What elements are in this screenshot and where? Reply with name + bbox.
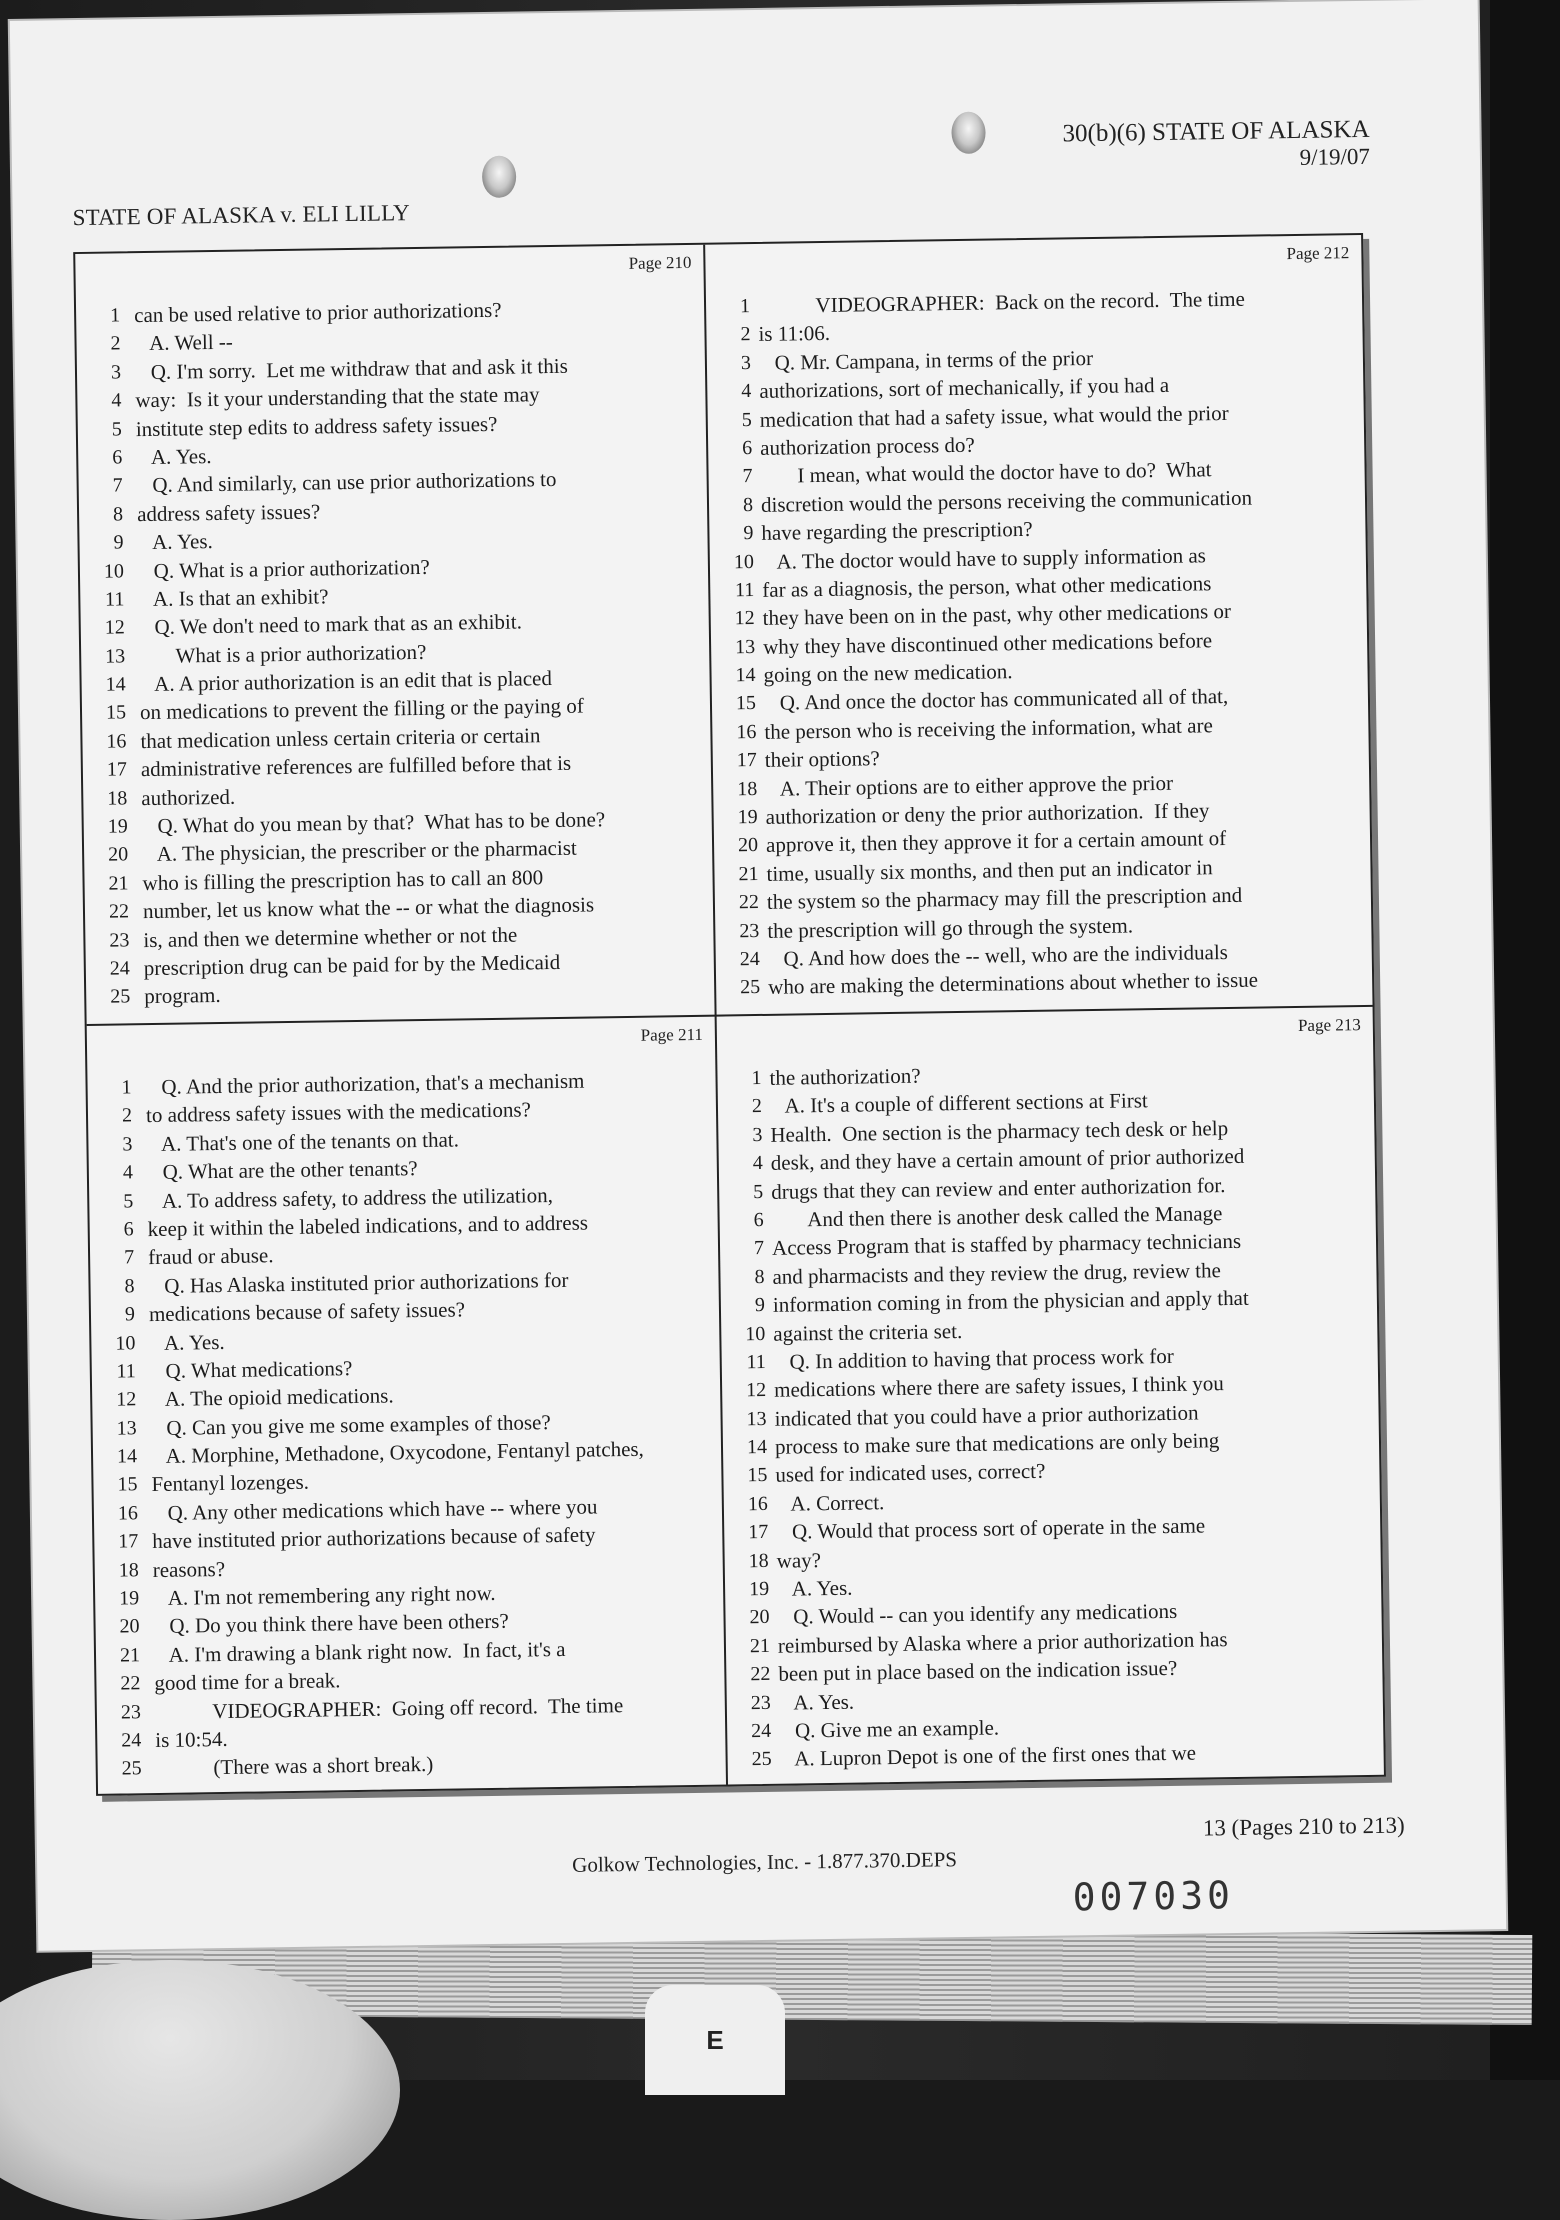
line-number: 1 <box>109 304 121 327</box>
line-number: 11 <box>746 1350 766 1374</box>
line-number: 3 <box>752 1123 763 1146</box>
line-number: 10 <box>115 1331 136 1355</box>
line-text: Q. I'm sorry. Let me withdraw that and ask it this <box>134 353 568 384</box>
line-number: 14 <box>746 1435 768 1459</box>
line-number: 13 <box>116 1416 137 1440</box>
line-text: institute step edits to address safety issues? <box>135 411 498 441</box>
line-number: 1 <box>739 295 751 318</box>
transcript-lines <box>87 1065 725 1784</box>
line-number: 15 <box>117 1473 138 1497</box>
line-text: authorization process do? <box>760 432 975 460</box>
line-text: Q. In addition to having that process work for <box>773 1343 1174 1374</box>
line-number: 22 <box>750 1663 771 1686</box>
line-number: 7 <box>112 474 123 497</box>
line-number: 2 <box>740 323 751 346</box>
line-text: the prescription will go through the system. <box>767 913 1134 943</box>
line-number: 16 <box>106 730 127 753</box>
line-number: 20 <box>737 834 759 857</box>
line-number: 7 <box>742 465 753 488</box>
line-number: 11 <box>734 578 755 602</box>
line-number: 3 <box>122 1133 133 1156</box>
line-number: 8 <box>112 503 124 526</box>
line-number: 21 <box>749 1634 771 1658</box>
line-text: keep it within the labeled indications, and to address <box>147 1210 589 1242</box>
line-number: 18 <box>118 1558 139 1582</box>
line-number: 23 <box>750 1691 771 1714</box>
line-text: reasons? <box>152 1556 226 1582</box>
line-text: information coming in from the physician and apply that <box>772 1285 1249 1317</box>
line-number: 13 <box>746 1407 767 1430</box>
line-text: administrative references are fulfilled before that is <box>140 751 572 782</box>
header-right <box>1062 116 1370 175</box>
line-number: 13 <box>734 635 756 658</box>
line-text: A. I'm not remembering any right now. <box>152 1580 496 1611</box>
line-text: indicated that you could have a prior authorization <box>774 1400 1199 1431</box>
line-text: Q. And how does the -- well, who are the individuals <box>767 940 1229 971</box>
line-text: have regarding the prescription? <box>761 517 1033 546</box>
line-number: 24 <box>121 1729 142 1752</box>
line-text: Q. What medications? <box>149 1355 353 1383</box>
line-text: A. Their options are to either approve the prior <box>765 770 1174 801</box>
line-number: 25 <box>121 1757 142 1780</box>
transcript-lines <box>76 293 714 1012</box>
line-number: 9 <box>754 1294 766 1317</box>
line-text: prescription drug can be paid for by the Medicaid <box>143 949 561 981</box>
line-text: A. Yes. <box>776 1575 853 1601</box>
line-text: and pharmacists and they review the drug, review the <box>772 1257 1222 1289</box>
line-text: to address safety issues with the medications? <box>145 1097 532 1128</box>
line-number: 9 <box>743 522 754 545</box>
line-text: Access Program that is staffed by pharmacy technicians <box>771 1229 1242 1261</box>
transcript-lines <box>717 1055 1383 1774</box>
line-number: 25 <box>740 976 761 999</box>
line-number: 22 <box>120 1672 141 1695</box>
line-number: 23 <box>120 1700 142 1724</box>
line-number: 4 <box>741 380 752 403</box>
line-text: been put in place based on the indication issue? <box>778 1656 1178 1686</box>
line-number: 9 <box>113 531 124 554</box>
line-number: 19 <box>119 1587 140 1610</box>
line-text: A. The physician, the prescriber or the pharmacist <box>141 836 577 867</box>
punch-hole-right <box>951 112 986 154</box>
line-number: 20 <box>749 1606 770 1629</box>
line-text: medications where there are safety issues, I think you <box>773 1371 1224 1403</box>
line-number: 17 <box>748 1521 769 1544</box>
line-number: 2 <box>110 332 121 355</box>
line-number: 7 <box>753 1237 765 1260</box>
line-text: on medications to prevent the filling or the paying of <box>139 694 584 725</box>
line-text: time, usually six months, and then put an indicator in <box>766 855 1213 886</box>
line-text: A. Morphine, Methadone, Oxycodone, Fentanyl patches, <box>150 1436 645 1469</box>
line-text: A. To address safety, to address the utilization, <box>147 1182 554 1213</box>
line-text: A. Is that an exhibit? <box>138 584 329 612</box>
line-text: Health. One section is the pharmacy tech desk or help <box>770 1115 1229 1147</box>
line-number: 7 <box>123 1246 135 1269</box>
line-number: 16 <box>747 1492 769 1516</box>
transcript-panel-page-213 <box>717 1007 1384 1787</box>
line-text: And then there is another desk called the Manage <box>771 1201 1223 1232</box>
line-text: Q. And the prior authorization, that's a mechanism <box>145 1068 585 1100</box>
line-text: A. Yes. <box>137 529 213 555</box>
line-number: 14 <box>105 673 126 696</box>
line-number: 6 <box>123 1218 134 1241</box>
line-number: 20 <box>107 843 129 867</box>
line-text: Q. Give me an example. <box>779 1715 1000 1743</box>
line-text: Q. Has Alaska instituted prior authorizations for <box>148 1267 569 1298</box>
line-text: approve it, then they approve it for a certain amount of <box>765 826 1227 858</box>
line-text: is 11:06. <box>758 321 831 347</box>
line-text: (There was a short break.) <box>155 1752 434 1781</box>
line-text: way? <box>776 1547 822 1573</box>
line-number: 4 <box>122 1161 134 1184</box>
tab-letter: E <box>706 2025 724 2055</box>
line-text: good time for a break. <box>154 1668 341 1696</box>
line-number: 12 <box>734 607 755 630</box>
line-number: 12 <box>116 1388 137 1411</box>
transcript-grid <box>73 233 1386 1796</box>
line-number: 22 <box>738 891 760 914</box>
line-text: Q. Mr. Campana, in terms of the prior <box>758 345 1094 375</box>
line-number: 21 <box>119 1644 141 1667</box>
transcript-lines <box>706 283 1372 1002</box>
deposition-date: 9/19/07 <box>1299 143 1371 170</box>
line-text: the system so the pharmacy may fill the prescription and <box>766 883 1243 915</box>
line-number: 14 <box>116 1445 138 1468</box>
line-number: 8 <box>742 493 754 516</box>
line-number: 14 <box>735 664 756 687</box>
line-text: VIDEOGRAPHER: Going off record. The time <box>154 1692 624 1724</box>
line-text: Q. What do you mean by that? What has to be done? <box>141 807 606 839</box>
line-number: 1 <box>751 1066 762 1090</box>
line-number: 23 <box>109 928 130 952</box>
line-text: Q. Do you think there have been others? <box>153 1609 509 1639</box>
line-number: 4 <box>752 1152 763 1175</box>
line-text: A. It's a couple of different sections at First <box>769 1088 1148 1119</box>
transcript-panel-page-211 <box>87 1017 726 1796</box>
line-number: 6 <box>753 1208 764 1232</box>
line-text: A. The opioid medications. <box>150 1383 394 1412</box>
line-number: 18 <box>107 786 128 810</box>
line-number: 6 <box>742 436 753 460</box>
line-number: 5 <box>111 417 122 441</box>
line-text: VIDEOGRAPHER: Back on the record. The time <box>757 286 1246 318</box>
deponent-label: 30(b)(6) STATE OF ALASKA <box>1062 115 1370 148</box>
line-text: why they have discontinued other medications before <box>762 627 1213 659</box>
transcript-panel-page-210 <box>75 245 714 1024</box>
line-text: A. Lupron Depot is one of the first ones that we <box>779 1740 1197 1772</box>
line-number: 24 <box>751 1719 772 1743</box>
line-number: 11 <box>116 1360 136 1383</box>
line-number: 17 <box>736 749 757 772</box>
line-text: A. The doctor would have to supply information as <box>761 542 1207 574</box>
line-text: A. Well -- <box>134 330 233 356</box>
line-text: going on the new medication. <box>763 659 1013 687</box>
punch-hole-left <box>482 156 517 198</box>
line-number: 6 <box>112 446 123 469</box>
line-text: they have been on in the past, why other medications or <box>762 599 1232 631</box>
line-number: 20 <box>119 1615 140 1638</box>
line-text: program. <box>144 983 221 1009</box>
line-text: What is a prior authorization? <box>139 639 427 668</box>
line-text: A. Yes. <box>136 444 212 470</box>
line-text: who is filling the prescription has to call an 800 <box>142 864 544 895</box>
line-text: used for indicated uses, correct? <box>775 1459 1046 1488</box>
line-text: A. Yes. <box>778 1689 855 1715</box>
line-text: Q. What is a prior authorization? <box>137 554 430 583</box>
line-number: 18 <box>748 1549 769 1572</box>
line-text: drugs that they can review and enter authorization for. <box>771 1172 1226 1204</box>
line-text: process to make sure that medications are only being <box>774 1428 1220 1459</box>
line-text: I mean, what would the doctor have to do? What <box>760 457 1212 489</box>
line-text: is 10:54. <box>155 1726 228 1753</box>
line-number: 15 <box>735 692 757 715</box>
line-number: 5 <box>123 1189 134 1213</box>
page-label: Page 211 <box>640 1024 704 1045</box>
line-text: fraud or abuse. <box>147 1243 274 1270</box>
line-number: 17 <box>106 758 128 781</box>
line-text: authorizations, sort of mechanically, if you had a <box>759 373 1170 404</box>
transcript-panel-page-212 <box>705 235 1372 1015</box>
line-text: is, and then we determine whether or not the <box>143 922 518 952</box>
line-number: 8 <box>124 1275 135 1298</box>
line-number: 12 <box>104 616 125 639</box>
page-range: 13 (Pages 210 to 213) <box>1202 1812 1405 1841</box>
line-text: that medication unless certain criteria or certain <box>140 723 541 753</box>
line-number: 17 <box>118 1530 139 1553</box>
line-number: 3 <box>740 351 752 374</box>
line-text: Q. Can you give me some examples of those? <box>150 1409 551 1440</box>
line-text: medication that had a safety issue, what would the prior <box>759 400 1229 432</box>
line-number: 16 <box>117 1502 139 1525</box>
line-number: 16 <box>736 720 757 744</box>
line-text: the authorization? <box>769 1063 921 1090</box>
line-number: 1 <box>121 1076 132 1099</box>
line-number: 4 <box>111 389 122 412</box>
line-number: 2 <box>751 1095 763 1118</box>
line-number: 21 <box>738 862 759 886</box>
line-text: against the criteria set. <box>773 1318 963 1346</box>
line-text: desk, and they have a certain amount of prior authorized <box>770 1143 1245 1176</box>
line-text: Q. Any other medications which have -- where you <box>151 1494 598 1525</box>
line-number: 24 <box>109 957 130 980</box>
line-number: 25 <box>751 1748 772 1771</box>
line-number: 23 <box>739 919 760 942</box>
line-number: 15 <box>747 1464 768 1487</box>
line-number: 21 <box>108 872 129 895</box>
line-number: 10 <box>745 1322 766 1345</box>
line-text: A. Correct. <box>775 1490 885 1516</box>
line-text: address safety issues? <box>136 499 321 526</box>
line-text: the person who is receiving the information, what are <box>764 713 1213 744</box>
line-number: 19 <box>107 815 128 838</box>
line-text: A. I'm drawing a blank right now. In fact, it's a <box>153 1636 566 1667</box>
line-text: discretion would the persons receiving the communication <box>760 485 1253 517</box>
line-number: 10 <box>103 559 125 583</box>
page-label: Page 213 <box>1297 1015 1361 1035</box>
line-text: reimbursed by Alaska where a prior authorization has <box>777 1626 1228 1658</box>
line-text: have instituted prior authorizations because of safety <box>152 1522 596 1554</box>
line-number: 11 <box>104 588 125 611</box>
line-text: their options? <box>764 746 880 773</box>
line-text: Fentanyl lozenges. <box>151 1470 310 1497</box>
bates-number: 007030 <box>1072 1873 1235 1920</box>
line-number: 10 <box>733 550 755 573</box>
line-text: can be used relative to prior authorizations? <box>133 297 502 328</box>
reporting-company: Golkow Technologies, Inc. - 1.877.370.DEPS <box>572 1847 958 1877</box>
line-number: 19 <box>737 806 758 829</box>
line-text: A. A prior authorization is an edit that is placed <box>139 666 553 697</box>
line-text: authorization or deny the prior authorization. If they <box>765 798 1210 829</box>
line-text: Q. Would -- can you identify any medications <box>777 1599 1178 1630</box>
line-number: 22 <box>108 900 130 923</box>
page-label: Page 212 <box>1286 243 1350 264</box>
line-text: Q. Would that process sort of operate in the same <box>776 1513 1206 1545</box>
index-tab[interactable] <box>645 1985 785 2095</box>
line-text: medications because of safety issues? <box>148 1297 466 1327</box>
line-number: 15 <box>105 701 127 725</box>
line-text: Q. And once the doctor has communicated all of that, <box>763 684 1229 716</box>
line-number: 24 <box>739 947 760 971</box>
line-text: authorized. <box>141 784 236 810</box>
line-number: 8 <box>754 1265 765 1288</box>
line-number: 18 <box>737 777 758 800</box>
page-label: Page 210 <box>628 252 692 273</box>
line-text: number, let us know what the -- or what the diagnosis <box>142 892 595 924</box>
line-text: Q. We don't need to mark that as an exhibit. <box>138 609 523 640</box>
line-number: 25 <box>110 985 131 1008</box>
line-number: 5 <box>741 408 752 431</box>
line-text: Q. What are the other tenants? <box>146 1156 418 1185</box>
line-number: 12 <box>745 1379 767 1402</box>
line-text: far as a diagnosis, the person, what other medications <box>762 571 1212 602</box>
line-number: 5 <box>753 1180 764 1203</box>
line-number: 13 <box>105 645 126 668</box>
line-text: who are making the determinations about whether to issue <box>768 967 1259 1000</box>
line-text: A. That's one of the tenants on that. <box>146 1127 460 1156</box>
line-text: A. Yes. <box>149 1329 225 1355</box>
line-text: way: Is it your understanding that the state may <box>135 382 540 413</box>
line-text: Q. And similarly, can use prior authorizations to <box>136 467 557 498</box>
transcript-page <box>10 0 1506 1951</box>
case-title: STATE OF ALASKA v. ELI LILLY <box>72 200 411 231</box>
line-number: 3 <box>110 361 122 384</box>
line-number: 2 <box>121 1104 133 1127</box>
line-number: 19 <box>748 1577 770 1601</box>
line-number: 9 <box>124 1303 136 1326</box>
